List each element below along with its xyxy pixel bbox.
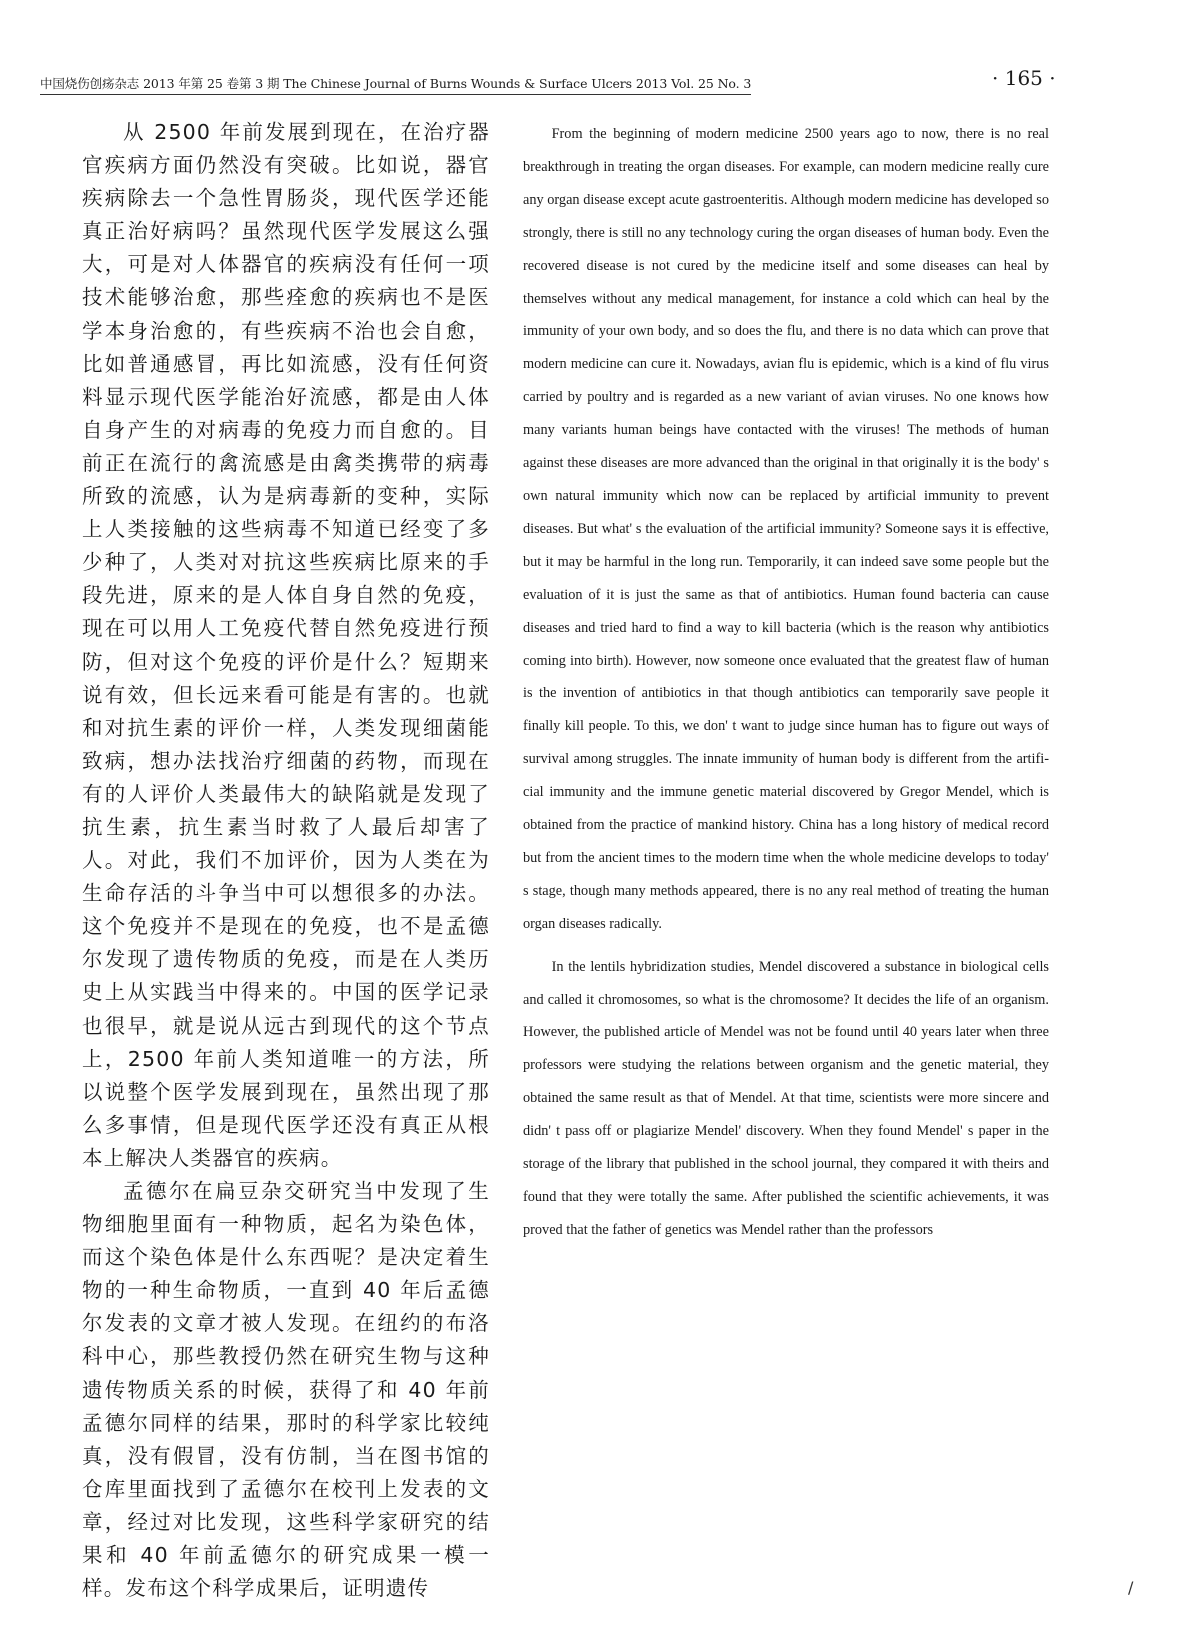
chinese-text-column	[82, 116, 490, 1605]
chinese-paragraph-2: 孟德尔在扁豆杂交研究当中发现了生物细胞里面有一种物质，起名为染色体，而这个染色体是什么东西呢？是决定着生物的一种生命物质，一直到 40 年后孟德尔发表的文章才被人发现。在纽约的布洛科中心，那些教授仍然在研究生物与这种遗传物质关系的时候，获得了和 40 年前孟德尔同样的结果，那时的科学家比较纯真，没有假冒，没有仿制，当在图书馆的仓库里面找到了孟德尔在校刊上发表的文章，经过对比发现，这些科学家研究的结果和 40 年前孟德尔的研究成果一模一样。发布这个科学成果后，证明遗传	[82, 1179, 490, 1601]
corner-mark: /	[1128, 1578, 1134, 1597]
english-paragraph-1: From the beginning of modern medicine 2500 years ago to now, there is no real breakthrough in treating the organ diseases. For example, can modern medicine really cure any organ disease except acute gastroenteritis. Although modern medicine has developed so strongly, there is still no any technology curing the organ diseases of human body. Even the recovered disease is not cured by the medicine itself and some diseases can heal by themselves without any medical management, for instance a cold which can heal by the immunity of your own body, and so does the flu, and there is no data which can prove that modern medicine can cure it. Nowadays, avian flu is epidemic, which is a kind of flu virus carried by poultry and is regarded as a new variant of avian viruses. No one knows how many variants human beings have contacted with the viruses! The methods of human against these diseases are more advanced than the original in that originally it is the body' s own natural immunity which now can be replaced by artificial immunity to prevent diseases. But what' s the evaluation of the artificial immunity? Someone says it is effective, but it may be harmful in the long run. Temporarily, it can indeed save some people but the evaluation of it is just the same as that of antibiotics. Human found bacteria can cause diseases and tried hard to find a way to kill bacteria (which is the reason why antibiotics coming into birth). However, now someone once evaluated that the greatest flaw of human is the invention of antibiotics in that though antibiotics can temporarily save people it finally kill people. To this, we don' t want to judge since human has to figure out ways of survival among struggles. The innate immunity of human body is different from the artificial immunity and the immune genetic material discovered by Gregor Mendel, which is obtained from the practice of mankind history. China has a long history of medical record but from the ancient times to the modern time when the whole medicine develops to today' s stage, though many methods appeared, there is no any real method of treating the human organ diseases radically.	[523, 126, 1049, 932]
chinese-paragraph-1: 从 2500 年前发展到现在，在治疗器官疾病方面仍然没有突破。比如说，器官疾病除去一个急性胃肠炎，现代医学还能真正治好病吗？虽然现代医学发展这么强大，可是对人体器官的疾病没有任何一项技术能够治愈，那些痊愈的疾病也不是医学本身治愈的，有些疾病不治也会自愈，比如普通感冒，再比如流感，没有任何资料显示现代医学能治好流感，都是由人体自身产生的对病毒的免疫力而自愈的。目前正在流行的禽流感是由禽类携带的病毒所致的流感，认为是病毒新的变种，实际上人类接触的这些病毒不知道已经变了多少种了，人类对对抗这些疾病比原来的手段先进，原来的是人体自身自然的免疫，现在可以用人工免疫代替自然免疫进行预防，但对这个免疫的评价是什么？短期来说有效，但长远来看可能是有害的。也就和对抗生素的评价一样，人类发现细菌能致病，想办法找治疗细菌的药物，而现在有的人评价人类最伟大的缺陷就是发现了抗生素，抗生素当时救了人最后却害了人。对此，我们不加评价，因为人类在为生命存活的斗争当中可以想很多的办法。这个免疫并不是现在的免疫，也不是孟德尔发现了遗传物质的免疫，而是在人类历史上从实践当中得来的。中国的医学记录也很早，就是说从远古到现代的这个节点上，2500 年前人类知道唯一的方法，所以说整个医学发展到现在，虽然出现了那么多事情，但是现代医学还没有真正从根本上解决人类器官的疾病。	[82, 120, 490, 1170]
page-number: · 165 ·	[992, 66, 1056, 90]
english-text-column	[523, 118, 1049, 1247]
journal-citation-line: 中国烧伤创疡杂志 2013 年第 25 卷第 3 期 The Chinese Journal of Burns Wounds & Surface Ulcers 2013 Vol. 25 No. 3	[40, 74, 751, 95]
running-header	[40, 66, 1060, 96]
english-paragraph-2: In the lentils hybridization studies, Mendel discovered a substance in biological cells and called it chromosomes, so what is the chromosome? It decides the life of an organism. However, the published article of Mendel was not be found until 40 years later when three professors were studying the relations between organism and the genetic material, they obtained the same result as that of Mendel. At that time, scientists were more sincere and didn' t pass off or plagiarize Mendel' discovery. When they found Mendel' s paper in the storage of the library that published in the school journal, they compared it with theirs and found that they were totally the same. After published the scientific achievements, it was proved that the father of genetics was Mendel rather than the professors	[523, 958, 1049, 1238]
